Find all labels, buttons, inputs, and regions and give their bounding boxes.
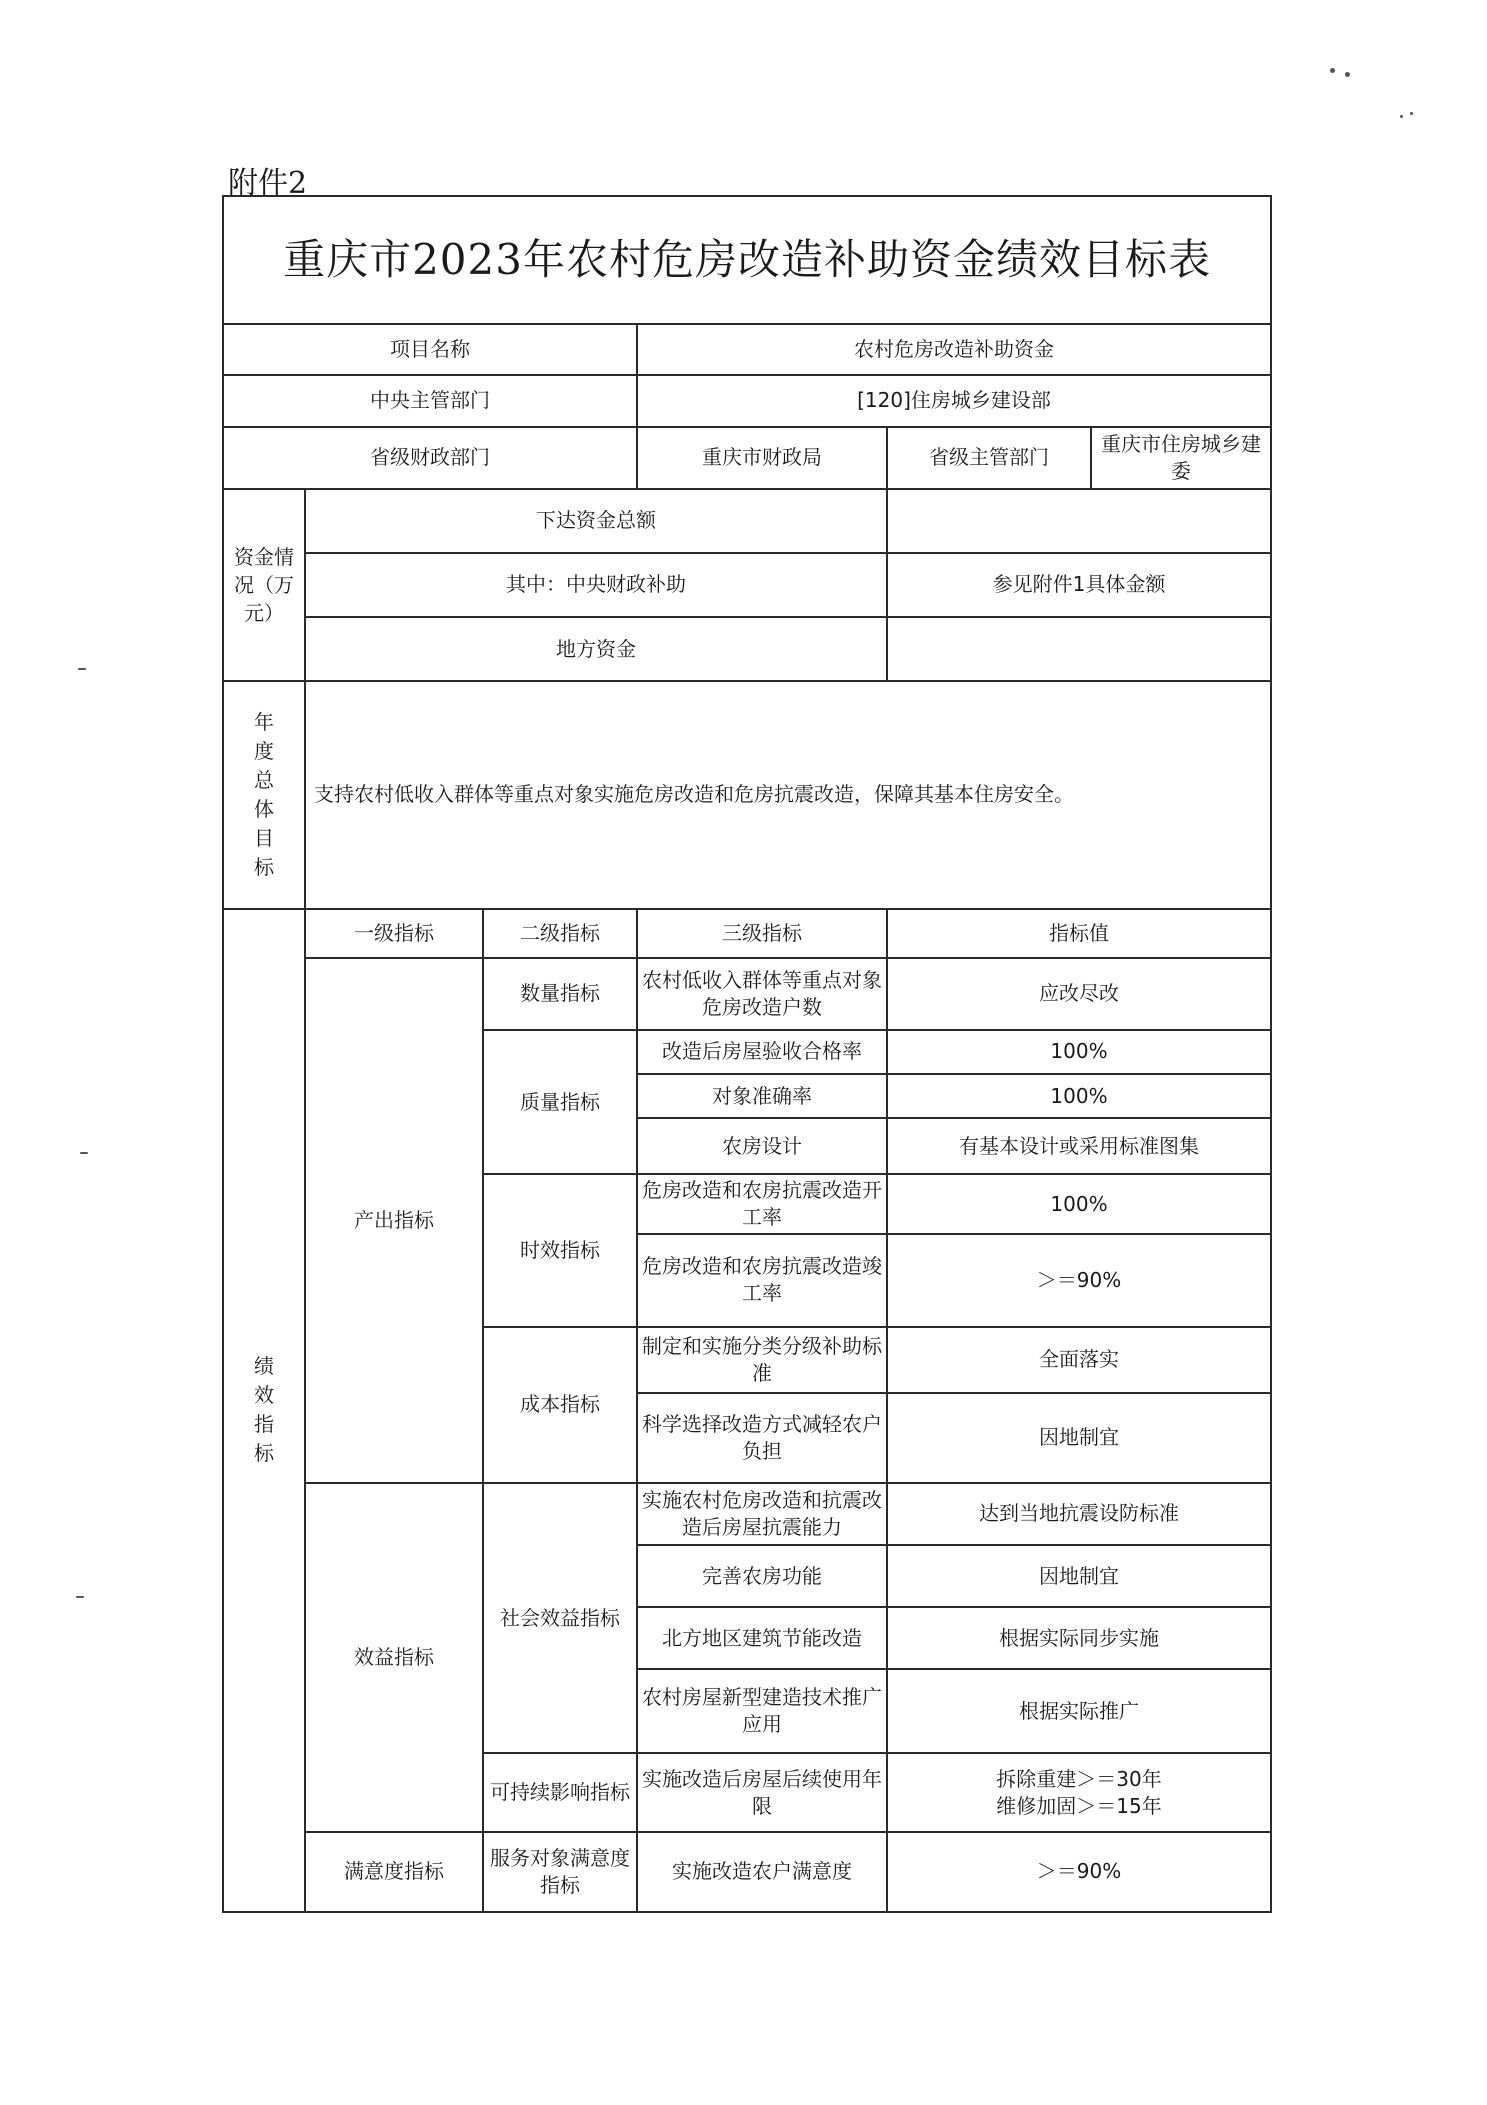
scan-speck <box>1410 112 1413 115</box>
sustainable-impact-indicator: 可持续影响指标 <box>483 1753 637 1831</box>
social-benefit-indicator: 社会效益指标 <box>483 1483 637 1754</box>
col-level3-header: 三级指标 <box>637 909 887 958</box>
table-cell-level3: 北方地区建筑节能改造 <box>637 1607 887 1669</box>
performance-header <box>223 909 305 1912</box>
funds-central-label: 其中：中央财政补助 <box>305 553 887 617</box>
table-cell-value <box>887 1753 1271 1831</box>
table-cell-level3: 危房改造和农房抗震改造竣工率 <box>637 1234 887 1326</box>
table-cell-value: 100% <box>887 1074 1271 1118</box>
scan-speck <box>76 1596 84 1598</box>
quality-indicator: 质量指标 <box>483 1030 637 1174</box>
col-level1-header: 一级指标 <box>305 909 483 958</box>
funds-total-value <box>887 489 1271 553</box>
project-name-label: 项目名称 <box>223 324 637 375</box>
quantity-indicator: 数量指标 <box>483 958 637 1030</box>
attachment-label: 附件2 <box>228 166 308 201</box>
provincial-dept-label: 省级主管部门 <box>887 427 1091 489</box>
col-level2-header: 二级指标 <box>483 909 637 958</box>
table-cell-value: ＞＝90% <box>887 1234 1271 1326</box>
central-dept-value: [120]住房城乡建设部 <box>637 375 1271 426</box>
cost-indicator: 成本指标 <box>483 1327 637 1483</box>
table-cell-level3: 实施农村危房改造和抗震改造后房屋抗震能力 <box>637 1483 887 1545</box>
table-cell-value: ＞＝90% <box>887 1832 1271 1912</box>
document-title: 重庆市2023年农村危房改造补助资金绩效目标表 <box>223 196 1271 324</box>
funds-total-label: 下达资金总额 <box>305 489 887 553</box>
table-cell-level3: 农房设计 <box>637 1118 887 1174</box>
table-cell-level3: 改造后房屋验收合格率 <box>637 1030 887 1074</box>
table-cell-value: 有基本设计或采用标准图集 <box>887 1118 1271 1174</box>
central-dept-label: 中央主管部门 <box>223 375 637 426</box>
scan-speck <box>1330 68 1335 73</box>
performance-header-text: 绩效指标 <box>254 1354 274 1466</box>
annual-goal-text: 支持农村低收入群体等重点对象实施危房改造和危房抗震改造，保障其基本住房安全。 <box>305 681 1271 909</box>
table-cell-value: 因地制宜 <box>887 1545 1271 1607</box>
annual-goal-header <box>223 681 305 909</box>
scan-speck <box>1345 72 1350 77</box>
performance-target-table <box>222 195 1272 1913</box>
table-cell-value: 100% <box>887 1030 1271 1074</box>
timeliness-indicator: 时效指标 <box>483 1174 637 1326</box>
scan-speck <box>80 1152 88 1154</box>
output-indicator: 产出指标 <box>305 958 483 1483</box>
table-cell-level3: 危房改造和农房抗震改造开工率 <box>637 1174 887 1234</box>
provincial-dept-value: 重庆市住房城乡建委 <box>1091 427 1271 489</box>
scan-speck <box>1400 115 1403 118</box>
table-cell-value: 根据实际推广 <box>887 1669 1271 1753</box>
table-cell-value: 全面落实 <box>887 1327 1271 1393</box>
table-cell-level3: 制定和实施分类分级补助标准 <box>637 1327 887 1393</box>
table-cell-level3: 农村低收入群体等重点对象危房改造户数 <box>637 958 887 1030</box>
table-cell-value: 根据实际同步实施 <box>887 1607 1271 1669</box>
value-line-rebuild: 拆除重建＞＝30年 <box>996 1766 1162 1791</box>
funds-local-label: 地方资金 <box>305 617 887 681</box>
table-cell-level3: 实施改造后房屋后续使用年限 <box>637 1753 887 1831</box>
funds-header-text: 资金情况（万元） <box>234 544 294 625</box>
satisfaction-indicator: 满意度指标 <box>305 1832 483 1912</box>
funds-header <box>223 489 305 681</box>
table-cell-level3: 农村房屋新型建造技术推广应用 <box>637 1669 887 1753</box>
funds-local-value <box>887 617 1271 681</box>
table-cell-level3: 对象准确率 <box>637 1074 887 1118</box>
service-satisfaction-indicator: 服务对象满意度指标 <box>483 1832 637 1912</box>
benefit-indicator: 效益指标 <box>305 1483 483 1832</box>
table-cell-value: 应改尽改 <box>887 958 1271 1030</box>
col-value-header: 指标值 <box>887 909 1271 958</box>
table-cell-level3: 实施改造农户满意度 <box>637 1832 887 1912</box>
project-name-value: 农村危房改造补助资金 <box>637 324 1271 375</box>
provincial-finance-label: 省级财政部门 <box>223 427 637 489</box>
table-cell-value: 100% <box>887 1174 1271 1234</box>
table-cell-level3: 完善农房功能 <box>637 1545 887 1607</box>
annual-goal-header-text: 年度总体目标 <box>254 709 274 879</box>
table-cell-value: 达到当地抗震设防标准 <box>887 1483 1271 1545</box>
table-cell-value: 因地制宜 <box>887 1393 1271 1483</box>
provincial-finance-value: 重庆市财政局 <box>637 427 887 489</box>
table-cell-level3: 科学选择改造方式减轻农户负担 <box>637 1393 887 1483</box>
funds-central-value: 参见附件1具体金额 <box>887 553 1271 617</box>
scan-speck <box>78 668 86 670</box>
value-line-repair: 维修加固＞＝15年 <box>996 1793 1162 1818</box>
